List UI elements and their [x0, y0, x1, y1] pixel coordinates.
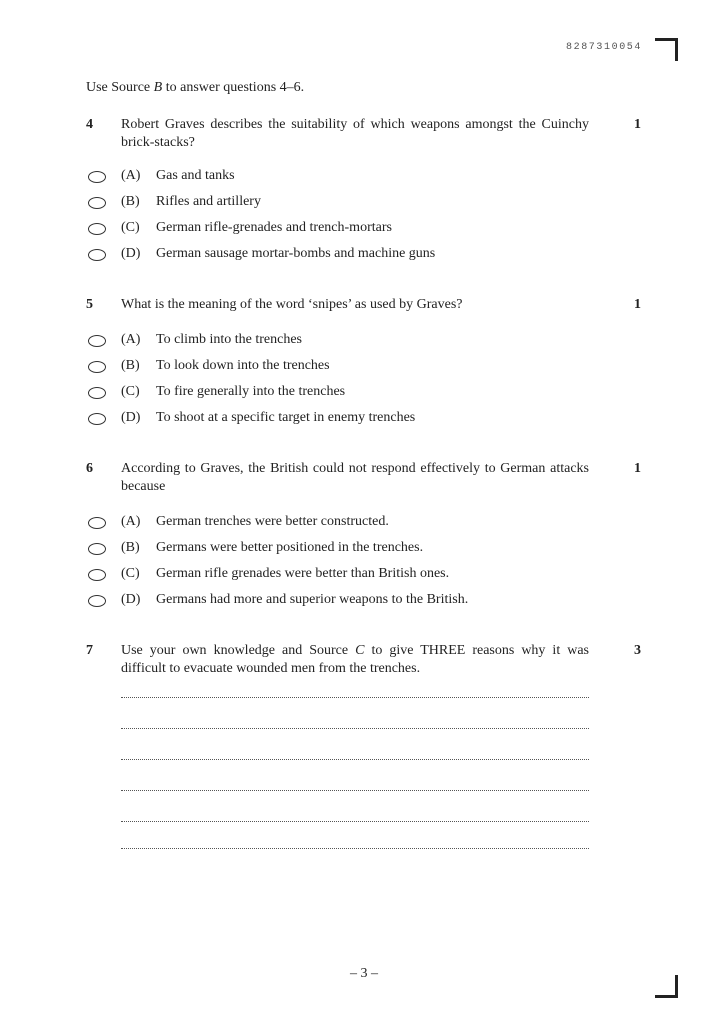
option-text: To climb into the trenches [156, 332, 302, 347]
answer-line[interactable] [121, 790, 589, 791]
answer-bubble[interactable] [88, 361, 106, 373]
question-number: 7 [86, 643, 93, 658]
question-text: According to Graves, the British could not respond effectively to German attacks because [121, 461, 589, 494]
option-letter: (D) [121, 592, 141, 607]
answer-line[interactable] [121, 759, 589, 760]
barcode-number: 8287310054 [566, 42, 643, 53]
answer-bubble[interactable] [88, 413, 106, 425]
answer-bubble[interactable] [88, 569, 106, 581]
option-letter: (B) [121, 358, 140, 373]
answer-line[interactable] [121, 697, 589, 698]
page-number: – 3 – [350, 966, 378, 981]
option-text: To look down into the trenches [156, 358, 330, 373]
option-letter: (D) [121, 410, 141, 425]
source-letter: C [355, 643, 365, 658]
option-letter: (A) [121, 332, 141, 347]
question-marks: 1 [634, 461, 641, 476]
question-marks: 1 [634, 117, 641, 132]
question-marks: 1 [634, 297, 641, 312]
option-letter: (C) [121, 566, 140, 581]
option-letter: (D) [121, 246, 141, 261]
intro-instruction: Use Source B to answer questions 4–6. [86, 80, 305, 95]
option-text: Germans had more and superior weapons to the British. [156, 592, 469, 607]
corner-mark-bottom-right [655, 975, 678, 998]
option-text: Rifles and artillery [156, 194, 261, 209]
question-number: 5 [86, 297, 93, 312]
answer-bubble[interactable] [88, 543, 106, 555]
question-7 [86, 642, 646, 682]
question-text: What is the meaning of the word ‘snipes’ as used by Graves? [121, 297, 463, 312]
question-6 [86, 460, 646, 500]
option-text: German sausage mortar-bombs and machine guns [156, 246, 436, 261]
question-5 [86, 296, 646, 316]
option-text: To shoot at a specific target in enemy trenches [156, 410, 416, 425]
answer-bubble[interactable] [88, 197, 106, 209]
answer-line[interactable] [121, 728, 589, 729]
question-number: 6 [86, 461, 93, 476]
option-letter: (C) [121, 384, 140, 399]
answer-bubble[interactable] [88, 517, 106, 529]
answer-bubble[interactable] [88, 595, 106, 607]
answer-line[interactable] [121, 848, 589, 849]
option-text: To fire generally into the trenches [156, 384, 346, 399]
corner-mark-top-right [655, 38, 678, 61]
option-text: German rifle-grenades and trench-mortars [156, 220, 392, 235]
answer-bubble[interactable] [88, 387, 106, 399]
answer-bubble[interactable] [88, 335, 106, 347]
question-marks: 3 [634, 643, 641, 658]
option-text: Gas and tanks [156, 168, 235, 183]
option-letter: (B) [121, 194, 140, 209]
question-4 [86, 116, 646, 156]
question-number: 4 [86, 117, 93, 132]
answer-bubble[interactable] [88, 223, 106, 235]
answer-bubble[interactable] [88, 249, 106, 261]
option-text: German trenches were better constructed. [156, 514, 389, 529]
option-letter: (A) [121, 168, 141, 183]
source-letter: B [153, 80, 163, 95]
question-text: Robert Graves describes the suitability of which weapons amongst the Cuinchy brick-stacks? [121, 117, 589, 150]
question-text: Use your own knowledge and Source C to give THREE reasons why it was difficult to evacuate wounded men from the trenches. [121, 643, 589, 676]
answer-line[interactable] [121, 821, 589, 822]
option-text: Germans were better positioned in the trenches. [156, 540, 424, 555]
option-letter: (A) [121, 514, 141, 529]
option-letter: (C) [121, 220, 140, 235]
option-text: German rifle grenades were better than British ones. [156, 566, 450, 581]
option-letter: (B) [121, 540, 140, 555]
answer-bubble[interactable] [88, 171, 106, 183]
